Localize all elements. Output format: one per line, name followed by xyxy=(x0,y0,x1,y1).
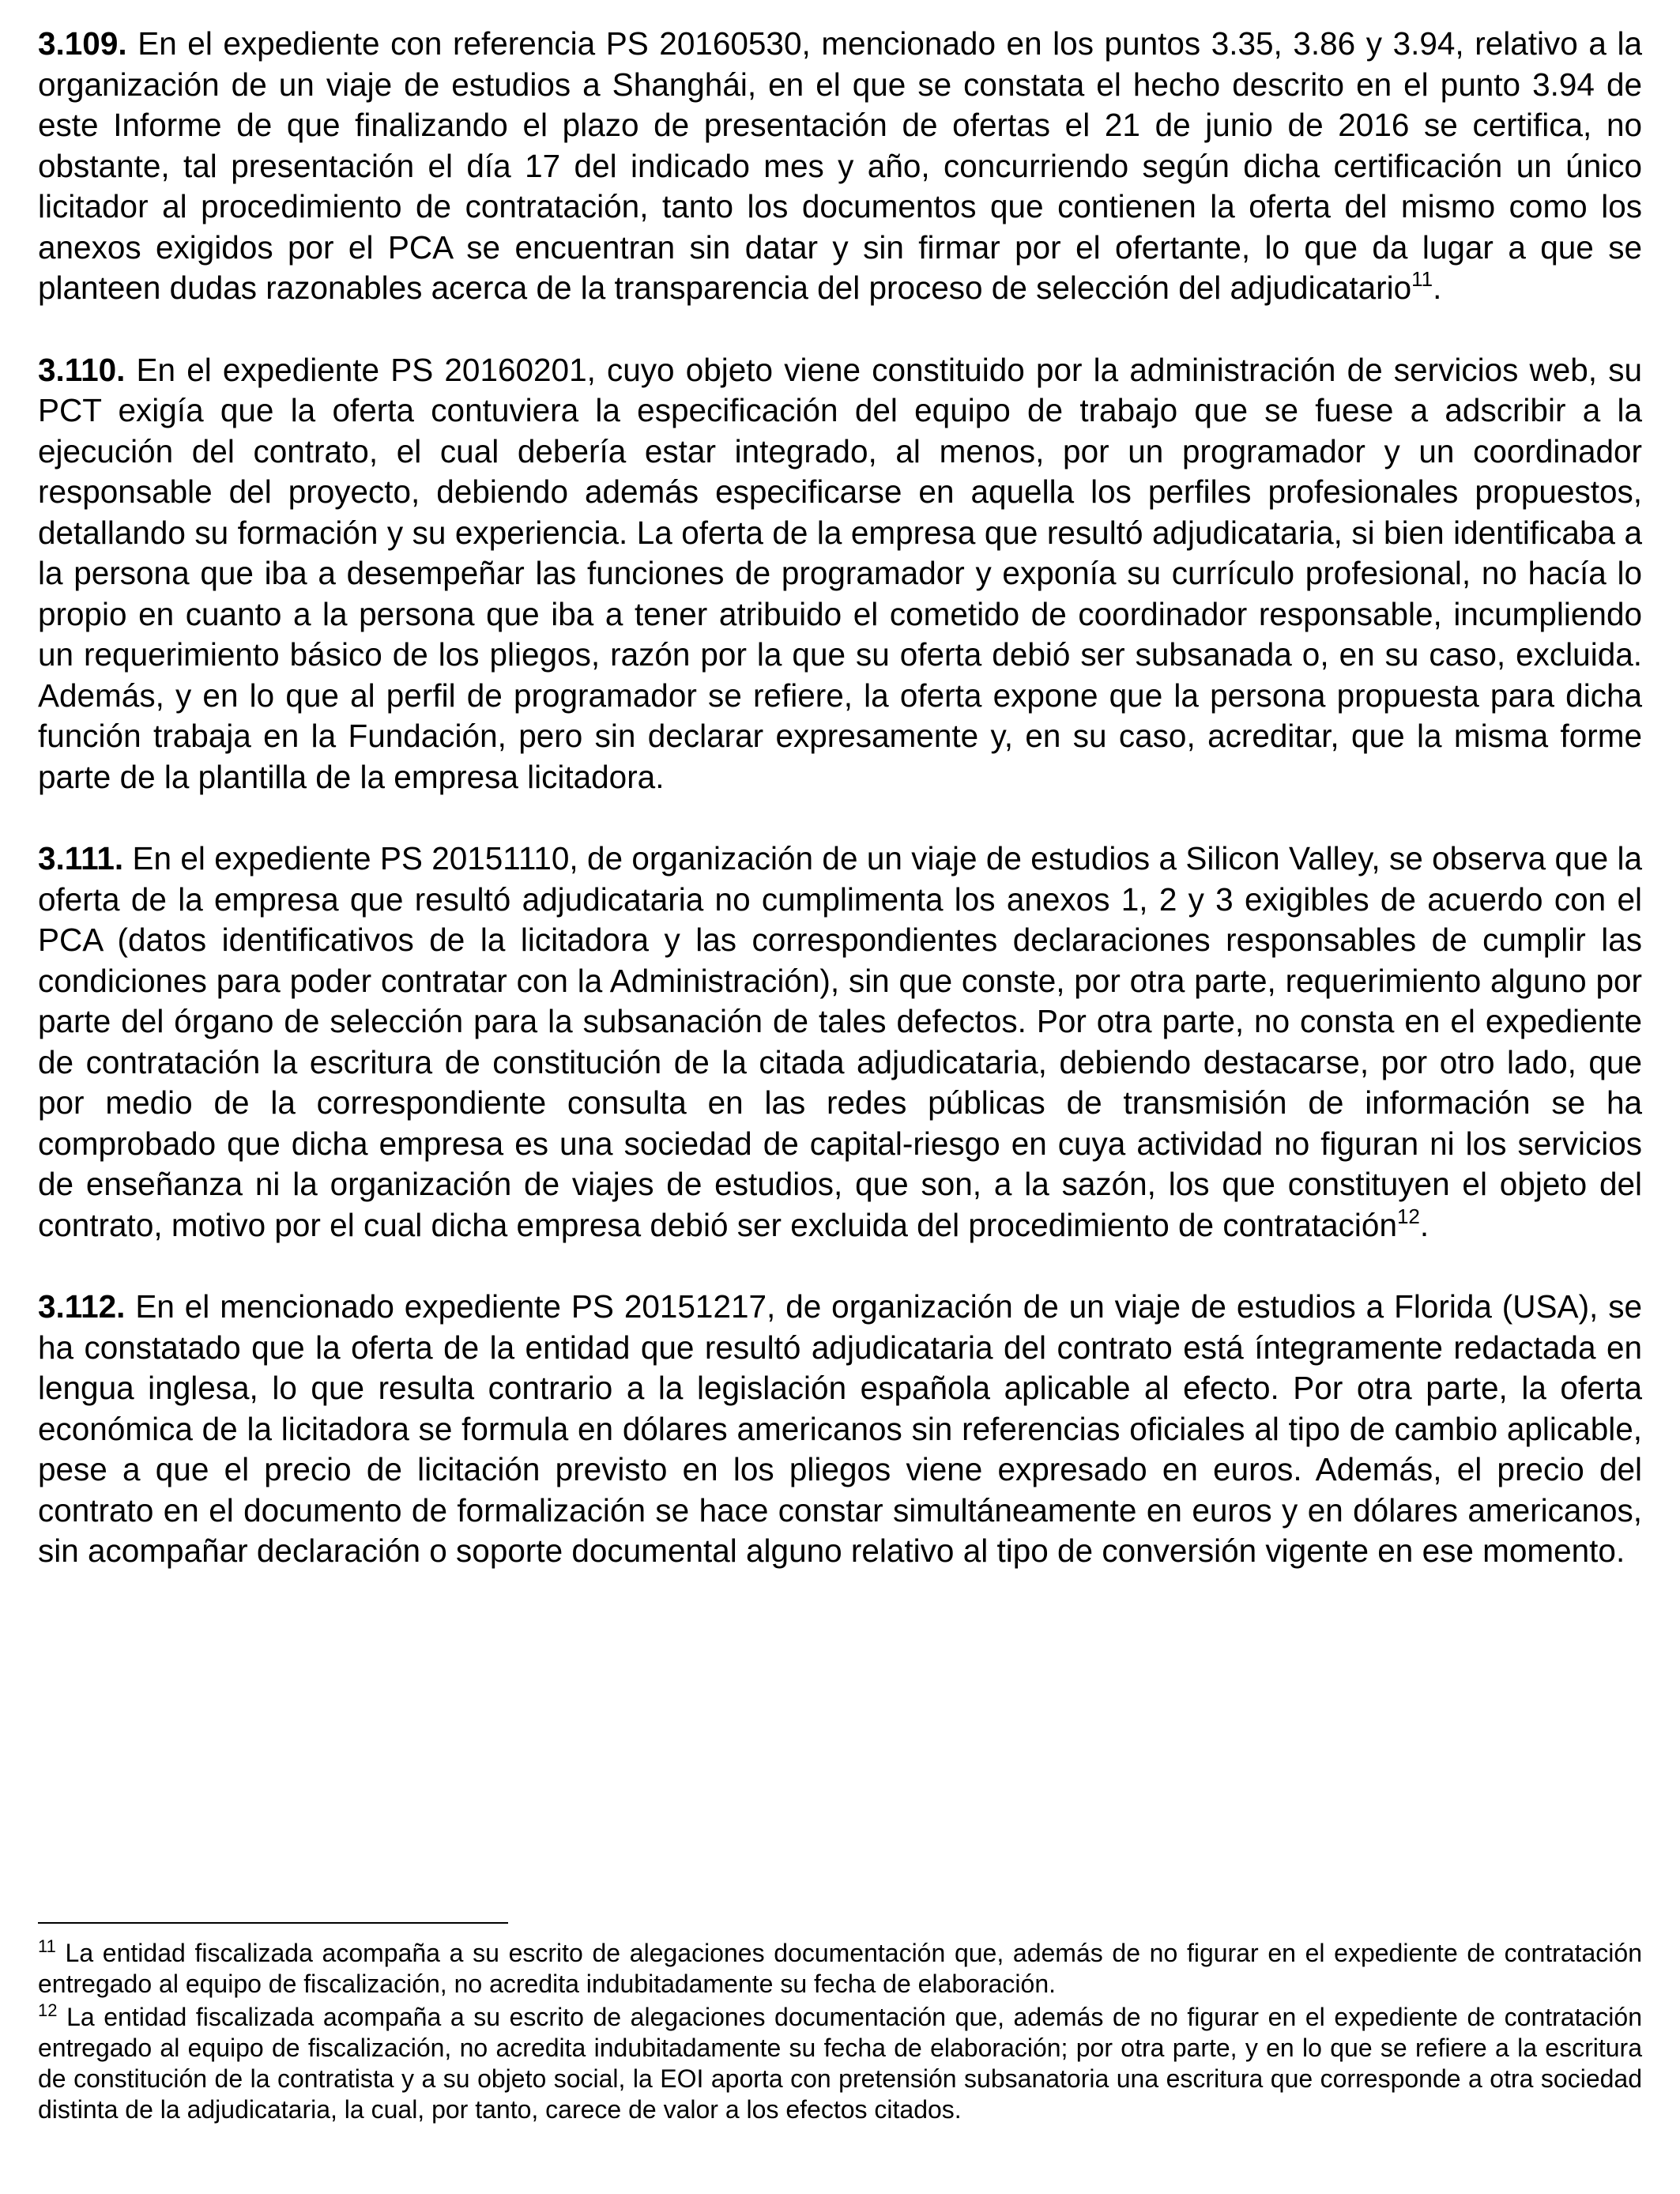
paragraph-text: En el expediente PS 20160201, cuyo objeto viene constituido por la administración de servicios web, su PCT exigía que la oferta contuviera la especificación del equipo de trabajo que se fuese a adscribir a la ejecución del contrato, el cual debería estar integrado, al menos, por un programador y un coordinador responsable del proyecto, debiendo además especificarse en aquella los perfiles profesionales propuestos, detallando su formación y su experiencia. La oferta de la empresa que resultó adjudicataria, si bien identificaba a la persona que iba a desempeñar las funciones de programador y exponía su currículo profesional, no hacía lo propio en cuanto a la persona que iba a tener atribuido el cometido de coordinador responsable, incumpliendo un requerimiento básico de los pliegos, razón por la que su oferta debió ser subsanada o, en su caso, excluida. Además, y en lo que al perfil de programador se refiere, la oferta expone que la persona propuesta para dicha función trabaja en la Fundación, pero sin declarar expresamente y, en su caso, acreditar, que la misma forme parte de la plantilla de la empresa licitadora. xyxy=(38,351,1642,795)
footnote-12 xyxy=(38,2002,1642,2125)
footnote-marker: 11 xyxy=(38,1936,56,1956)
paragraph-3-111 xyxy=(38,839,1642,1246)
footnote-reference[interactable]: 12 xyxy=(1396,1204,1420,1228)
paragraph-number: 3.111. xyxy=(38,840,124,876)
paragraph-number: 3.110. xyxy=(38,351,126,388)
footnote-text: La entidad fiscalizada acompaña a su escrito de alegaciones documentación que, además de no figurar en el expediente de contratación entregado al equipo de fiscalización, no acredita indubitadamente su fecha de elaboración. xyxy=(38,1939,1643,1998)
footnote-text: La entidad fiscalizada acompaña a su escrito de alegaciones documentación que, además de no figurar en el expediente de contratación entregado al equipo de fiscalización, no acredita indubitadamente su fecha de elaboración; por otra parte, y en lo que se refiere a la escritura de constitución de la contratista y a su objeto social, la EOI aporta con pretensión subsanatoria una escritura que corresponde a otra sociedad distinta de la adjudicataria, la cual, por tanto, carece de valor a los efectos citados. xyxy=(38,2003,1643,2124)
paragraph-end: . xyxy=(1433,270,1442,306)
paragraph-text: En el expediente con referencia PS 20160530, mencionado en los puntos 3.35, 3.86 y 3.94, relativo a la organización de un viaje de estudios a Shanghái, en el que se constata el hecho descrito en el punto 3.94 de este Informe de que finalizando el plazo de presentación de ofertas el 21 de junio de 2016 se certifica, no obstante, tal presentación el día 17 del indicado mes y año, concurriendo según dicha certificación un único licitador al procedimiento de contratación, tanto los documentos que contienen la oferta del mismo como los anexos exigidos por el PCA se encuentran sin datar y sin firmar por el ofertante, lo que da lugar a que se planteen dudas razonables acerca de la transparencia del proceso de selección del adjudicatario xyxy=(38,25,1642,306)
footnote-marker: 12 xyxy=(38,2000,58,2020)
document-body xyxy=(38,24,1642,1613)
footnote-11 xyxy=(38,1938,1642,2000)
footnotes-section xyxy=(38,1922,1642,2128)
paragraph-3-109 xyxy=(38,24,1642,309)
paragraph-3-110 xyxy=(38,350,1642,798)
paragraph-number: 3.112. xyxy=(38,1288,126,1325)
footnote-separator xyxy=(38,1922,508,1924)
footnote-reference[interactable]: 11 xyxy=(1411,267,1433,291)
paragraph-end: . xyxy=(1419,1206,1430,1243)
paragraph-text: En el expediente PS 20151110, de organización de un viaje de estudios a Silicon Valley, se observa que la oferta de la empresa que resultó adjudicataria no cumplimenta los anexos 1, 2 y 3 exigibles de acuerdo con el PCA (datos identificativos de la licitadora y las correspondientes declaraciones responsables de cumplir las condiciones para poder contratar con la Administración), sin que conste, por otra parte, requerimiento alguno por parte del órgano de selección para la subsanación de tales defectos. Por otra parte, no consta en el expediente de contratación la escritura de constitución de la citada adjudicataria, debiendo destacarse, por otro lado, que por medio de la correspondiente consulta en las redes públicas de transmisión de información se ha comprobado que dicha empresa es una sociedad de capital-riesgo en cuya actividad no figuran ni los servicios de enseñanza ni la organización de viajes de estudios, que son, a la sazón, los que constituyen el objeto del contrato, motivo por el cual dicha empresa debió ser excluida del procedimiento de contratación xyxy=(38,840,1642,1243)
paragraph-number: 3.109. xyxy=(38,25,127,62)
paragraph-text: En el mencionado expediente PS 20151217, de organización de un viaje de estudios a Florida (USA), se ha constatado que la oferta de la entidad que resultó adjudicataria del contrato está íntegramente redactada en lengua inglesa, lo que resulta contrario a la legislación española aplicable al efecto. Por otra parte, la oferta económica de la licitadora se formula en dólares americanos sin referencias oficiales al tipo de cambio aplicable, pese a que el precio de licitación previsto en los pliegos viene expresado en euros. Además, el precio del contrato en el documento de formalización se hace constar simultáneamente en euros y en dólares americanos, sin acompañar declaración o soporte documental alguno relativo al tipo de conversión vigente en ese momento. xyxy=(38,1288,1643,1569)
paragraph-3-112 xyxy=(38,1287,1642,1572)
